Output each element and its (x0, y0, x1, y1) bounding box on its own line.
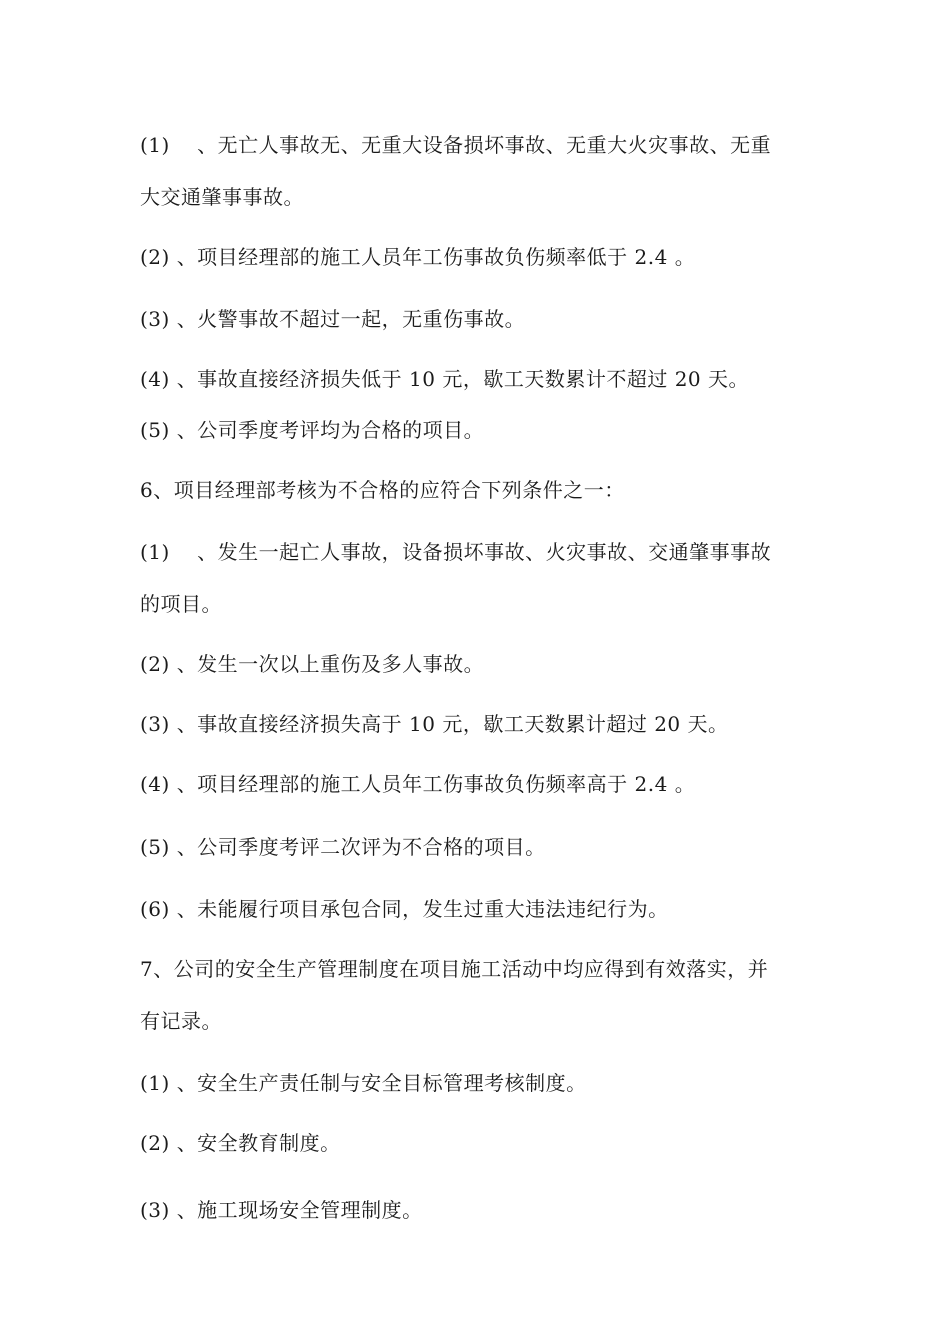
text-line: (3) 、事故直接经济损失高于 10 元，歇工天数累计超过 20 天。 (140, 712, 729, 736)
text-line: (6) 、未能履行项目承包合同，发生过重大违法违纪行为。 (140, 897, 669, 921)
text-line: (2) 、项目经理部的施工人员年工伤事故负伤频率低于 2.4 。 (140, 245, 696, 269)
text-line: 的项目。 (140, 592, 222, 616)
text-line: (1) 、安全生产责任制与安全目标管理考核制度。 (140, 1071, 587, 1095)
section-heading: 7、公司的安全生产管理制度在项目施工活动中均应得到有效落实，并 (140, 957, 769, 981)
text-line: (5) 、公司季度考评均为合格的项目。 (140, 418, 485, 442)
text-line: (2) 、安全教育制度。 (140, 1131, 341, 1155)
text-line: (2) 、发生一次以上重伤及多人事故。 (140, 652, 485, 676)
text-line: 大交通肇事事故。 (140, 185, 304, 209)
text-line: (1) 、发生一起亡人事故，设备损坏事故、火灾事故、交通肇事事故 (140, 540, 772, 564)
text-line: (1) 、无亡人事故无、无重大设备损坏事故、无重大火灾事故、无重 (140, 133, 772, 157)
text-line: (3) 、施工现场安全管理制度。 (140, 1198, 423, 1222)
section-heading: 6、项目经理部考核为不合格的应符合下列条件之一： (140, 478, 625, 502)
text-line: (3) 、火警事故不超过一起，无重伤事故。 (140, 307, 526, 331)
text-line: (5) 、公司季度考评二次评为不合格的项目。 (140, 835, 546, 859)
text-line: (4) 、项目经理部的施工人员年工伤事故负伤频率高于 2.4 。 (140, 772, 696, 796)
text-line: 有记录。 (140, 1009, 222, 1033)
text-line: (4) 、事故直接经济损失低于 10 元，歇工天数累计不超过 20 天。 (140, 367, 750, 391)
